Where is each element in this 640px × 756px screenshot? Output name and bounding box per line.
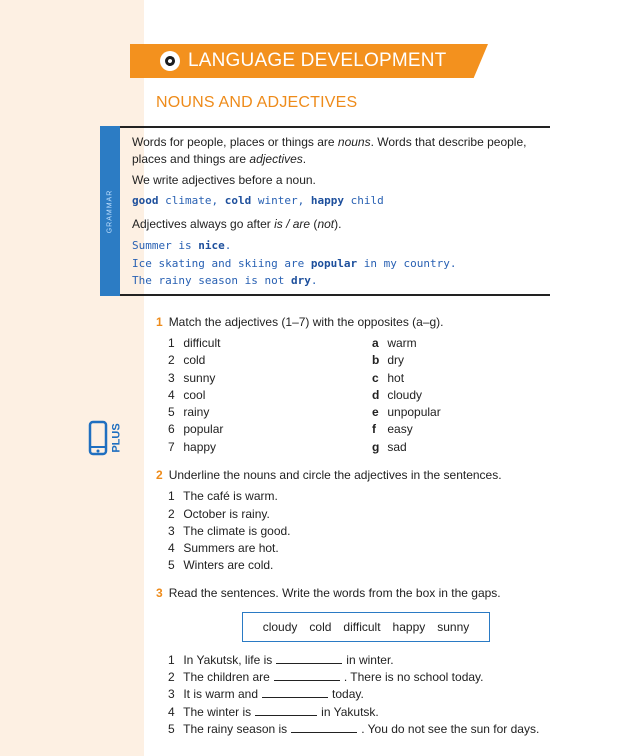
word-box-item: cloudy: [262, 620, 298, 634]
ex3-sentence: 3 It is warm and today.: [168, 687, 364, 701]
ex1-right-item: d cloudy: [372, 388, 423, 402]
grammar-line-4: Adjectives always go after is / are (not).: [132, 217, 342, 231]
ex1-left-item: 6 popular: [168, 422, 224, 436]
grammar-line-2: places and things are adjectives.: [132, 152, 307, 166]
ex1-right-item: e unpopular: [372, 405, 441, 419]
ex1-right-item: c hot: [372, 371, 405, 385]
grammar-example-4: The rainy season is not dry.: [132, 274, 318, 287]
plus-label: PLUS: [111, 423, 123, 453]
ex1-left-item: 5 rainy: [168, 405, 210, 419]
word-box-item: happy: [392, 620, 426, 634]
word-box-item: sunny: [437, 620, 470, 634]
banner-title: [160, 48, 446, 74]
ex3-sentence: 4 The winter is in Yakutsk.: [168, 705, 379, 719]
word-box-item: cold: [309, 620, 332, 634]
ex1-left-item: 4 cool: [168, 388, 206, 402]
ex2-sentence: 1 The café is warm.: [168, 489, 278, 503]
ex3-sentence: 5 The rainy season is . You do not see the sun for days.: [168, 722, 540, 736]
ex2-sentence: 5 Winters are cold.: [168, 558, 274, 572]
ex1-right-item: f easy: [372, 422, 413, 436]
grammar-example-1: good climate, cold winter, happy child: [132, 194, 384, 207]
ex2-sentence: 3 The climate is good.: [168, 524, 291, 538]
ex1-right-item: a warm: [372, 336, 417, 350]
exercise-3-instruction: 3 Read the sentences. Write the words from the box in the gaps.: [156, 586, 501, 600]
word-box: [242, 612, 490, 642]
grammar-example-2: Summer is nice.: [132, 239, 232, 252]
ex1-left-item: 1 difficult: [168, 336, 221, 350]
gap-blank[interactable]: [262, 689, 328, 698]
grammar-tab-label: GRAMMAR: [106, 189, 114, 233]
gap-blank[interactable]: [276, 655, 342, 664]
ex2-sentence: 4 Summers are hot.: [168, 541, 279, 555]
grammar-line-3: We write adjectives before a noun.: [132, 173, 316, 187]
gap-blank[interactable]: [291, 724, 357, 733]
word-box-item: difficult: [343, 620, 381, 634]
language-dev-icon: [160, 51, 180, 71]
grammar-line-1: Words for people, places or things are nouns. Words that describe people,: [132, 135, 527, 149]
ex1-left-item: 2 cold: [168, 353, 206, 367]
grammar-example-3: Ice skating and skiing are popular in my country.: [132, 257, 457, 270]
ex3-sentence: 1 In Yakutsk, life is in winter.: [168, 653, 394, 667]
ex1-left-item: 3 sunny: [168, 371, 216, 385]
ex1-right-item: g sad: [372, 440, 407, 454]
gap-blank[interactable]: [274, 672, 340, 681]
ex1-left-item: 7 happy: [168, 440, 217, 454]
gap-blank[interactable]: [255, 707, 317, 716]
page-margin-strip: [0, 0, 144, 756]
exercise-2-instruction: 2 Underline the nouns and circle the adjectives in the sentences.: [156, 468, 502, 482]
banner-title-text: LANGUAGE DEVELOPMENT: [188, 50, 447, 71]
page-title: NOUNS AND ADJECTIVES: [156, 94, 358, 111]
exercise-1-instruction: 1 Match the adjectives (1–7) with the opposites (a–g).: [156, 315, 444, 329]
ex1-right-item: b dry: [372, 353, 405, 367]
phone-icon: [88, 420, 108, 456]
ex2-sentence: 2 October is rainy.: [168, 507, 270, 521]
ex3-sentence: 2 The children are . There is no school today.: [168, 670, 484, 684]
